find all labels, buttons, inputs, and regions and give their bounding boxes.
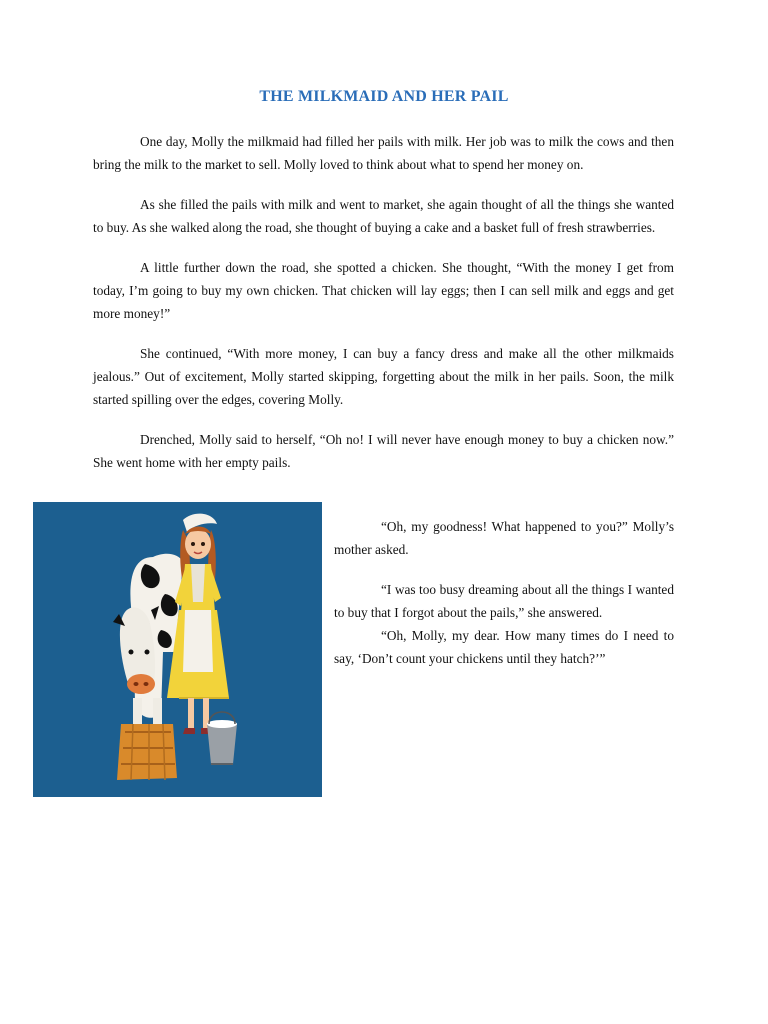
story-paragraph-2: As she filled the pails with milk and went to market, she again thought of all the things she wanted to buy. As she walked along the road, she thought of buying a cake and a basket full of fresh strawberries. (93, 197, 674, 235)
side-paragraph-1: “Oh, my goodness! What happened to you?” Molly’s mother asked. (334, 519, 674, 557)
story-paragraph-3: A little further down the road, she spotted a chicken. She thought, “With the money I get from today, I’m going to buy my own chicken. That chicken will lay eggs; then I can sell milk and eggs and get more money!” (93, 260, 674, 321)
side-dialogue (334, 515, 674, 687)
side-paragraph-3: “Oh, Molly, my dear. How many times do I need to say, ‘Don’t count your chickens until they hatch?’” (334, 628, 674, 666)
story-paragraph-4: She continued, “With more money, I can buy a fancy dress and make all the other milkmaids jealous.” Out of excitement, Molly started skipping, forgetting about the milk in her pails. Soon, the milk started spilling over the edges, covering Molly. (93, 346, 674, 407)
milkmaid-cow-illustration (33, 502, 322, 797)
story-body (93, 130, 674, 491)
cow-muzzle (127, 674, 155, 694)
maid-face (185, 529, 211, 559)
story-paragraph-5: Drenched, Molly said to herself, “Oh no! I will never have enough money to buy a chicken now.” She went home with her empty pails. (93, 432, 674, 470)
side-paragraph-2: “I was too busy dreaming about all the things I wanted to buy that I forgot about the pails,” she answered. (334, 582, 674, 620)
story-title: THE MILKMAID AND HER PAIL (259, 88, 509, 105)
milk-pail (207, 724, 237, 764)
story-paragraph-1: One day, Molly the milkmaid had filled her pails with milk. Her job was to milk the cows and then bring the milk to the market to sell. Molly loved to think about what to spend her money on. (93, 134, 674, 172)
